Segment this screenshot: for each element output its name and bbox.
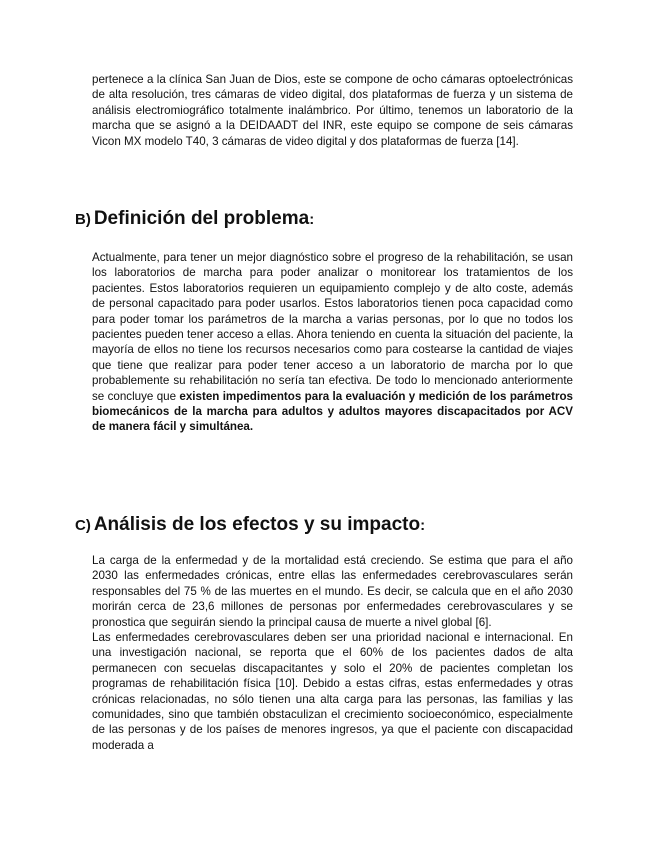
section-b-paragraph (92, 250, 573, 435)
section-b-paragraph-bold: existen impedimentos para la evaluación y medición de los parámetros biomecánicos de la marcha para adultos y adultos mayores discapacitados por ACV de manera fácil y simultánea. (92, 389, 573, 434)
section-c-heading (75, 509, 425, 537)
section-c-title: Análisis de los efectos y su impacto (93, 514, 421, 535)
section-b-title: Definición del problema (93, 208, 310, 229)
section-c-label: C) (75, 517, 91, 534)
section-c-body (92, 553, 573, 753)
section-b-heading (75, 203, 314, 231)
section-b-colon: : (309, 211, 315, 228)
section-c-colon: : (420, 517, 426, 534)
section-c-paragraph-2: Las enfermedades cerebrovasculares deben ser una prioridad nacional e internacional. En una investigación nacional, se reporta que el 60% de los pacientes dados de alta permanecen con secuelas discapacitantes y solo el 20% de pacientes completan los programas de rehabilitación física [10]. Debido a estas cifras, estas enfermedades y otras crónicas relacionadas, no sólo tienen una alta carga para las personas, las familias y las comunidades, sino que también obstaculizan el crecimiento socioeconómico, especialmente de las personas y de los países de menores ingresos, ya que el paciente con discapacidad moderada a (92, 631, 573, 752)
intro-paragraph: pertenece a la clínica San Juan de Dios, este se compone de ocho cámaras optoelectrónicas de alta resolución, tres cámaras de video digital, dos plataformas de fuerza y un sistema de análisis electromiográfico totalmente inalámbrico. Por último, tenemos un laboratorio de la marcha que se asignó a la DEIDAADT del INR, este equipo se compone de seis cámaras Vicon MX modelo T40, 3 cámaras de video digital y dos plataformas de fuerza [14]. (92, 73, 573, 148)
section-b-paragraph-text: Actualmente, para tener un mejor diagnóstico sobre el progreso de la rehabilitación, se usan los laboratorios de marcha para poder analizar o monitorear los tratamientos de los pacientes. Estos laboratorios requieren un equipamiento complejo y de alto coste, además de personal capacitado para poder usarlos. Estos laboratorios tienen poca capacidad como para poder tomar los parámetros de la marcha a varias personas, por lo que no todos los pacientes pueden tener acceso a ellas. Ahora teniendo en cuenta la situación del paciente, la mayoría de ellos no tiene los recursos necesarios como para costearse la cantidad de viajes que tiene que realizar para poder tener acceso a un laboratorio de marcha por lo que probablemente su rehabilitación no sería tan efectiva. De todo lo mencionado anteriormente se concluye que (92, 251, 573, 403)
section-c-paragraph-1: La carga de la enfermedad y de la mortalidad está creciendo. Se estima que para el año 2030 las enfermedades crónicas, entre ellas las enfermedades cerebrovasculares serán responsables del 75 % de las muertes en el mundo. Es decir, se calcula que en el año 2030 morirán cerca de 23,6 millones de personas por enfermedades cerebrovasculares y se pronostica que seguirán siendo la principal causa de muerte a nivel global [6]. (92, 554, 573, 629)
section-b-label: B) (75, 211, 91, 228)
